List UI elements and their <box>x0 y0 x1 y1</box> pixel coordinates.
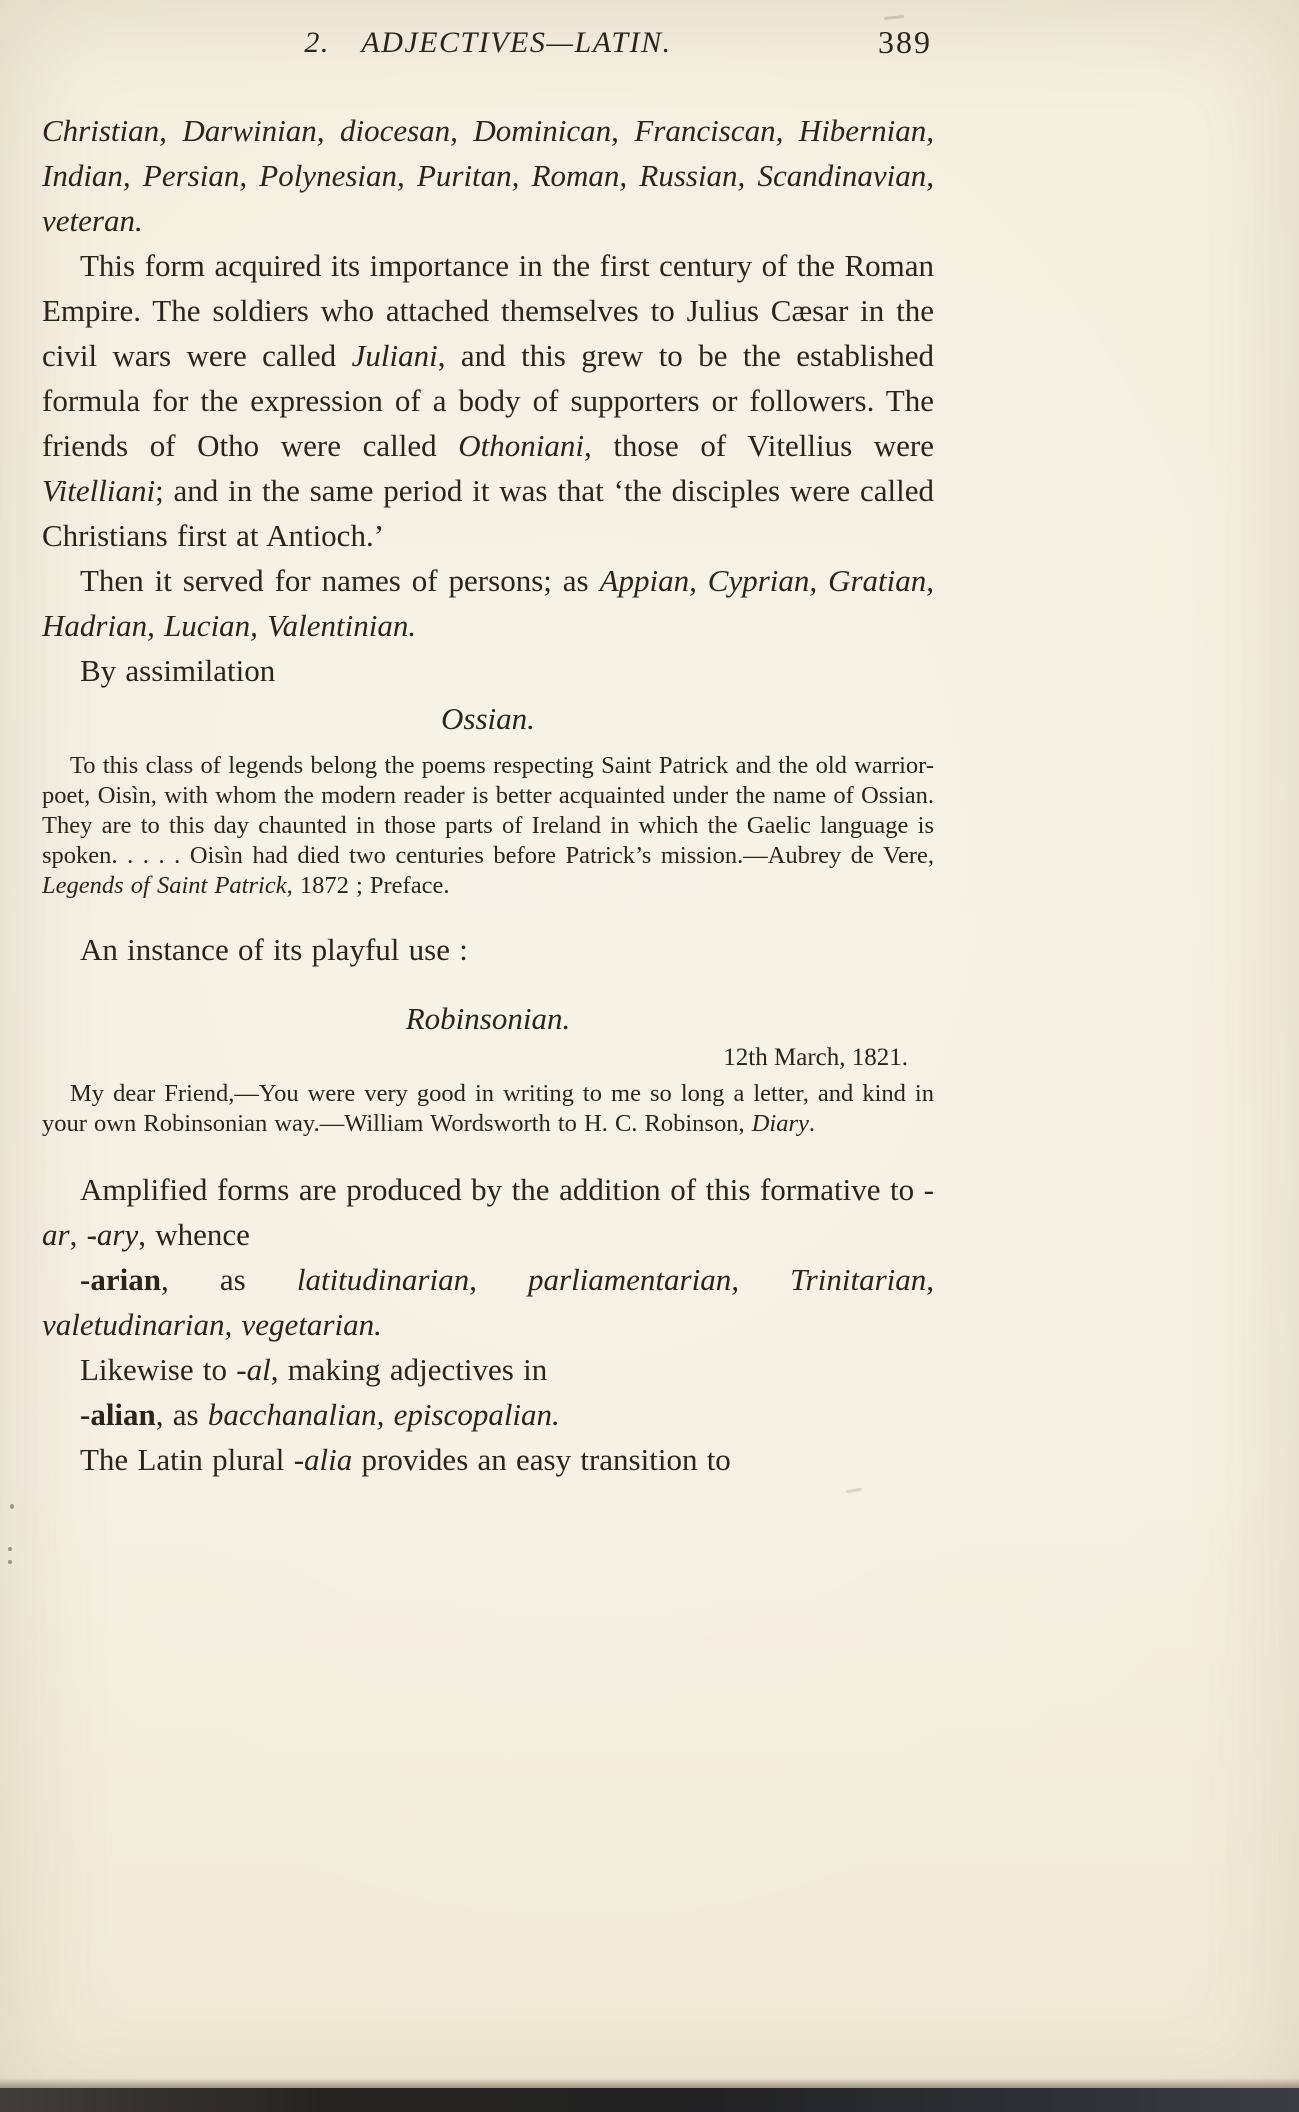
text-run: Christian, Darwinian, diocesan, Dominican, Franciscan, Hibernian, Indian, Persian, Polynesian, Puritan, Roman, Russian, Scandinavian, veteran. <box>42 113 934 238</box>
text-run: , 1872 ; Preface. <box>286 872 450 899</box>
text-run: , as <box>155 1397 208 1432</box>
quote-ossian-legends <box>42 751 934 901</box>
paragraph-likewise-al <box>42 1347 934 1392</box>
page-header <box>42 26 934 78</box>
text-run: Robinsonian. <box>405 1001 571 1036</box>
paragraph-playful-use <box>42 927 934 972</box>
paragraph-latin-plural-alia <box>42 1437 934 1482</box>
text-run: Juliani <box>351 338 438 373</box>
text-run: latitudinarian, parliamentarian, Trinitarian, valetudinarian, vegetarian. <box>42 1262 934 1342</box>
heading-ossian <box>42 696 934 741</box>
scan-artifact <box>8 1560 12 1564</box>
text-run: Amplified forms are produced by the addition of this formative to <box>80 1172 924 1207</box>
text-run: -arian <box>80 1262 161 1297</box>
quote-date-line <box>42 1043 934 1073</box>
text-run: Ossian. <box>441 701 535 736</box>
paragraph-this-form <box>42 243 934 558</box>
text-block <box>42 26 934 1482</box>
text-run: -alia <box>293 1442 353 1477</box>
text-run: , those of Vitellius were <box>583 428 935 463</box>
page-number: 389 <box>878 24 932 60</box>
text-run: Diary <box>751 1110 809 1137</box>
text-run: , as <box>160 1262 297 1297</box>
text-run: An instance of its playful use : <box>80 932 468 967</box>
text-run: -alian <box>80 1397 156 1432</box>
scan-edge-bar <box>0 2088 1299 2112</box>
text-run: Legends of Saint Patrick <box>42 872 287 899</box>
text-run: -ary <box>86 1217 139 1252</box>
text-run: bacchanalian, episcopalian. <box>207 1397 560 1432</box>
text-run: Likewise to <box>80 1352 237 1387</box>
text-run: My dear Friend,—You were very good in writing to me so long a letter, and kind in your own Robinsonian way.—William Wordsworth to H. C. Robinson, <box>42 1080 934 1137</box>
paragraph-by-assimilation <box>42 648 934 693</box>
running-title: 2. ADJECTIVES—LATIN. <box>304 26 672 59</box>
text-run: Othoniani <box>458 428 584 463</box>
text-run: This form acquired its importance in the first century of the Roman Empire. The soldiers who attached themselves to Julius Cæsar in the civil wars were called <box>42 248 934 373</box>
text-run: Then it served for names of persons; as <box>80 563 600 598</box>
text-run: Appian, Cyprian, Gratian, Hadrian, Lucian, Valentinian. <box>42 563 935 643</box>
text-run: -ar <box>42 1172 934 1252</box>
text-run: , <box>69 1217 87 1252</box>
quote-wordsworth-letter <box>42 1079 934 1139</box>
text-run: , making adjectives in <box>270 1352 548 1387</box>
paragraph-names-of-persons <box>42 558 934 648</box>
scan-artifact <box>884 15 904 20</box>
paragraph-adjective-list <box>42 108 934 243</box>
text-run: -al <box>236 1352 271 1387</box>
text-run: provides an easy transition to <box>352 1442 731 1477</box>
text-run: By assimilation <box>80 653 276 688</box>
scan-artifact <box>92 1236 96 1240</box>
scan-artifact <box>846 1488 862 1494</box>
text-run: ; and in the same period it was that ‘the disciples were called Christians first at Antioch.’ <box>42 473 934 553</box>
text-run: The Latin plural <box>80 1442 294 1477</box>
text-run: Vitelliani <box>42 473 156 508</box>
text-run: , whence <box>138 1217 250 1252</box>
paragraph-arian-examples <box>42 1257 934 1347</box>
paragraph-alian-examples <box>42 1392 934 1437</box>
heading-robinsonian <box>42 996 934 1041</box>
scan-artifact <box>8 1547 12 1551</box>
text-run: , and this grew to be the established formula for the expression of a body of supporters or followers. The friends of Otho were called <box>42 338 934 463</box>
scan-artifact <box>10 1504 14 1509</box>
text-run: 12th March, 1821. <box>723 1044 908 1071</box>
text-run: To this class of legends belong the poems respecting Saint Patrick and the old warrior-poet, Oisìn, with whom the modern reader is better acquainted under the name of Ossian. They are to this day chaunted in those parts of Ireland in which the Gaelic language is spoken. . . . . Oisìn had died two centuries before Patrick’s mission.—Aubrey de Vere, <box>42 752 934 869</box>
text-run: . <box>808 1110 816 1137</box>
paragraph-amplified-forms <box>42 1167 934 1257</box>
